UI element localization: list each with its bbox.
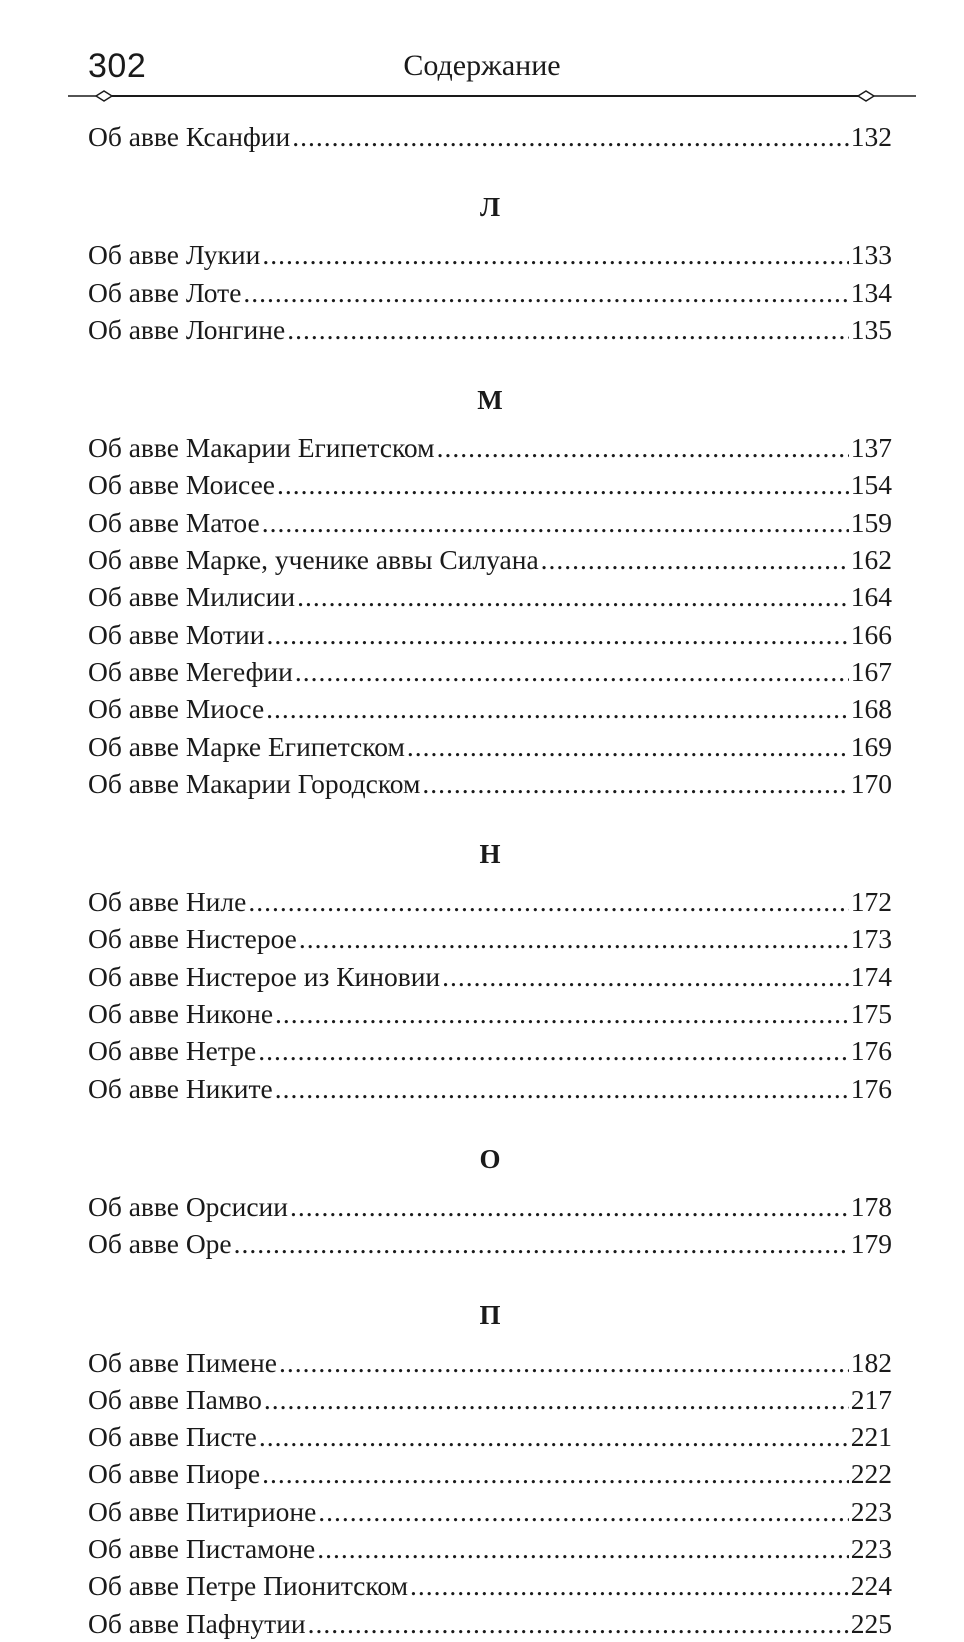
toc-entry-title: Об авве Мотии [88,618,265,650]
toc-entry-title: Об авве Моисее [88,469,276,501]
toc-entry [88,1070,892,1107]
toc-entry-page: 224 [850,1570,892,1602]
toc-entry [88,1032,892,1069]
toc-entry-title: Об авве Пистамоне [88,1533,316,1565]
dot-leader [266,616,848,653]
running-title: Содержание [403,49,561,82]
toc-entry-page: 223 [850,1533,892,1565]
dot-leader [262,504,849,541]
toc-entry-title: Об авве Лонгине [88,313,286,345]
dot-leader [259,1418,849,1455]
toc-entry-title: Об авве Марке, ученике аввы Силуана [88,544,539,576]
dot-leader [264,1381,849,1418]
toc-entry-page: 176 [850,1072,892,1104]
toc-entry-title: Об авве Петре Пионитском [88,1570,408,1602]
dot-leader [262,236,848,273]
toc-entry-page: 137 [850,432,892,464]
dot-leader [248,883,848,920]
toc-entry [88,728,892,765]
section-letter-heading: Л [479,192,501,223]
toc-entry-title: Об авве Миосе [88,693,265,725]
dot-leader [442,958,849,995]
toc-entry [88,274,892,311]
toc-entry-title: Об авве Марке Египетском [88,730,405,762]
toc-entry [88,883,892,920]
dot-leader [299,920,849,957]
toc-entry-page: 170 [850,767,892,799]
toc-entry-page: 135 [850,313,892,345]
toc-entry-title: Об авве Оре [88,1228,232,1260]
toc-entry-title: Об авве Орсисии [88,1190,288,1222]
toc-entry-title: Об авве Макарии Египетском [88,432,435,464]
toc-entry [88,653,892,690]
toc-entry-page: 164 [850,581,892,613]
toc-entry-page: 225 [850,1607,892,1639]
page-header [0,40,964,100]
toc-entry-page: 154 [850,469,892,501]
toc-entry-page: 162 [850,544,892,576]
dot-leader [275,995,849,1032]
dot-leader [407,728,849,765]
toc-entry-page: 134 [850,276,892,308]
toc-entry-page: 172 [850,886,892,918]
toc-entry-title: Об авве Матое [88,506,260,538]
toc-entry [88,1381,892,1418]
table-of-contents [88,118,892,1642]
toc-entry-title: Об авве Нистерое [88,923,297,955]
toc-entry [88,1605,892,1642]
header-ornamental-rule [68,88,916,104]
toc-entry-title: Об авве Нетре [88,1035,257,1067]
toc-entry-page: 167 [850,655,892,687]
toc-entry [88,236,892,273]
toc-entry-page: 173 [850,923,892,955]
toc-entry-page: 132 [850,121,892,152]
toc-entry [88,765,892,802]
toc-entry-title: Об авве Пиоре [88,1458,261,1490]
toc-entry [88,995,892,1032]
dot-leader [308,1605,849,1642]
toc-entry [88,616,892,653]
toc-entry-title: Об авве Ниле [88,886,247,918]
toc-entry-page: 166 [850,618,892,650]
dot-leader [317,1530,849,1567]
toc-entry-page: 217 [850,1383,892,1415]
dot-leader [410,1567,849,1604]
toc-entry-page: 169 [850,730,892,762]
dot-leader [258,1032,849,1069]
dot-leader [287,311,849,348]
dot-leader [262,1455,849,1492]
toc-entry-title: Об авве Лоте [88,276,242,308]
toc-entry-page: 174 [850,960,892,992]
dot-leader [290,1188,849,1225]
toc-entry [88,1188,892,1225]
toc-entry-title: Об авве Ксанфии [88,121,291,152]
toc-entry [88,1418,892,1455]
toc-entry [88,504,892,541]
dot-leader [243,274,848,311]
toc-entry-title: Об авве Милисии [88,581,296,613]
dot-leader [292,118,849,155]
dot-leader [297,578,849,615]
toc-entry-page: 182 [850,1346,892,1378]
dot-leader [541,541,849,578]
toc-entry-page: 176 [850,1035,892,1067]
toc-entry-title: Об авве Макарии Городском [88,767,421,799]
toc-entry [88,690,892,727]
toc-entry-page: 168 [850,693,892,725]
toc-entry [88,1344,892,1381]
toc-entry-title: Об авве Питирионе [88,1495,317,1527]
toc-entry [88,118,892,155]
toc-entry [88,541,892,578]
toc-entry [88,1530,892,1567]
toc-entry-title: Об авве Никоне [88,998,274,1030]
toc-entry [88,920,892,957]
dot-leader [234,1225,849,1262]
toc-entry-title: Об авве Лукии [88,239,261,271]
dot-leader [318,1493,848,1530]
page-number: 302 [88,47,147,85]
dot-leader [266,690,849,727]
dot-leader [295,653,849,690]
toc-entry [88,1567,892,1604]
toc-entry-page: 179 [850,1228,892,1260]
toc-entry [88,578,892,615]
dot-leader [275,1070,849,1107]
section-letter-heading: О [479,1143,501,1174]
toc-entry-title: Об авве Писте [88,1421,257,1453]
toc-entry [88,429,892,466]
toc-entry [88,466,892,503]
toc-entry-page: 221 [850,1421,892,1453]
toc-entry-title: Об авве Пафнутии [88,1607,306,1639]
toc-entry [88,1493,892,1530]
toc-entry-page: 159 [850,506,892,538]
toc-entry-page: 222 [850,1458,892,1490]
toc-entry-title: Об авве Мегефии [88,655,293,687]
toc-entry [88,1225,892,1262]
section-letter-heading: Н [479,839,501,870]
toc-entry [88,311,892,348]
section-letter-heading: М [477,385,503,416]
toc-entry [88,1455,892,1492]
dot-leader [279,1344,849,1381]
dot-leader [277,466,849,503]
toc-entry-page: 133 [850,239,892,271]
toc-entry-title: Об авве Пимене [88,1346,277,1378]
toc-entry [88,958,892,995]
toc-entry-page: 178 [850,1190,892,1222]
toc-entry-title: Об авве Нистерое из Киновии [88,960,441,992]
dot-leader [422,765,848,802]
section-letter-heading: П [479,1299,501,1330]
toc-entry-page: 175 [850,998,892,1030]
toc-entry-page: 223 [850,1495,892,1527]
toc-entry-title: Об авве Никите [88,1072,273,1104]
dot-leader [437,429,849,466]
toc-entry-title: Об авве Памво [88,1383,262,1415]
